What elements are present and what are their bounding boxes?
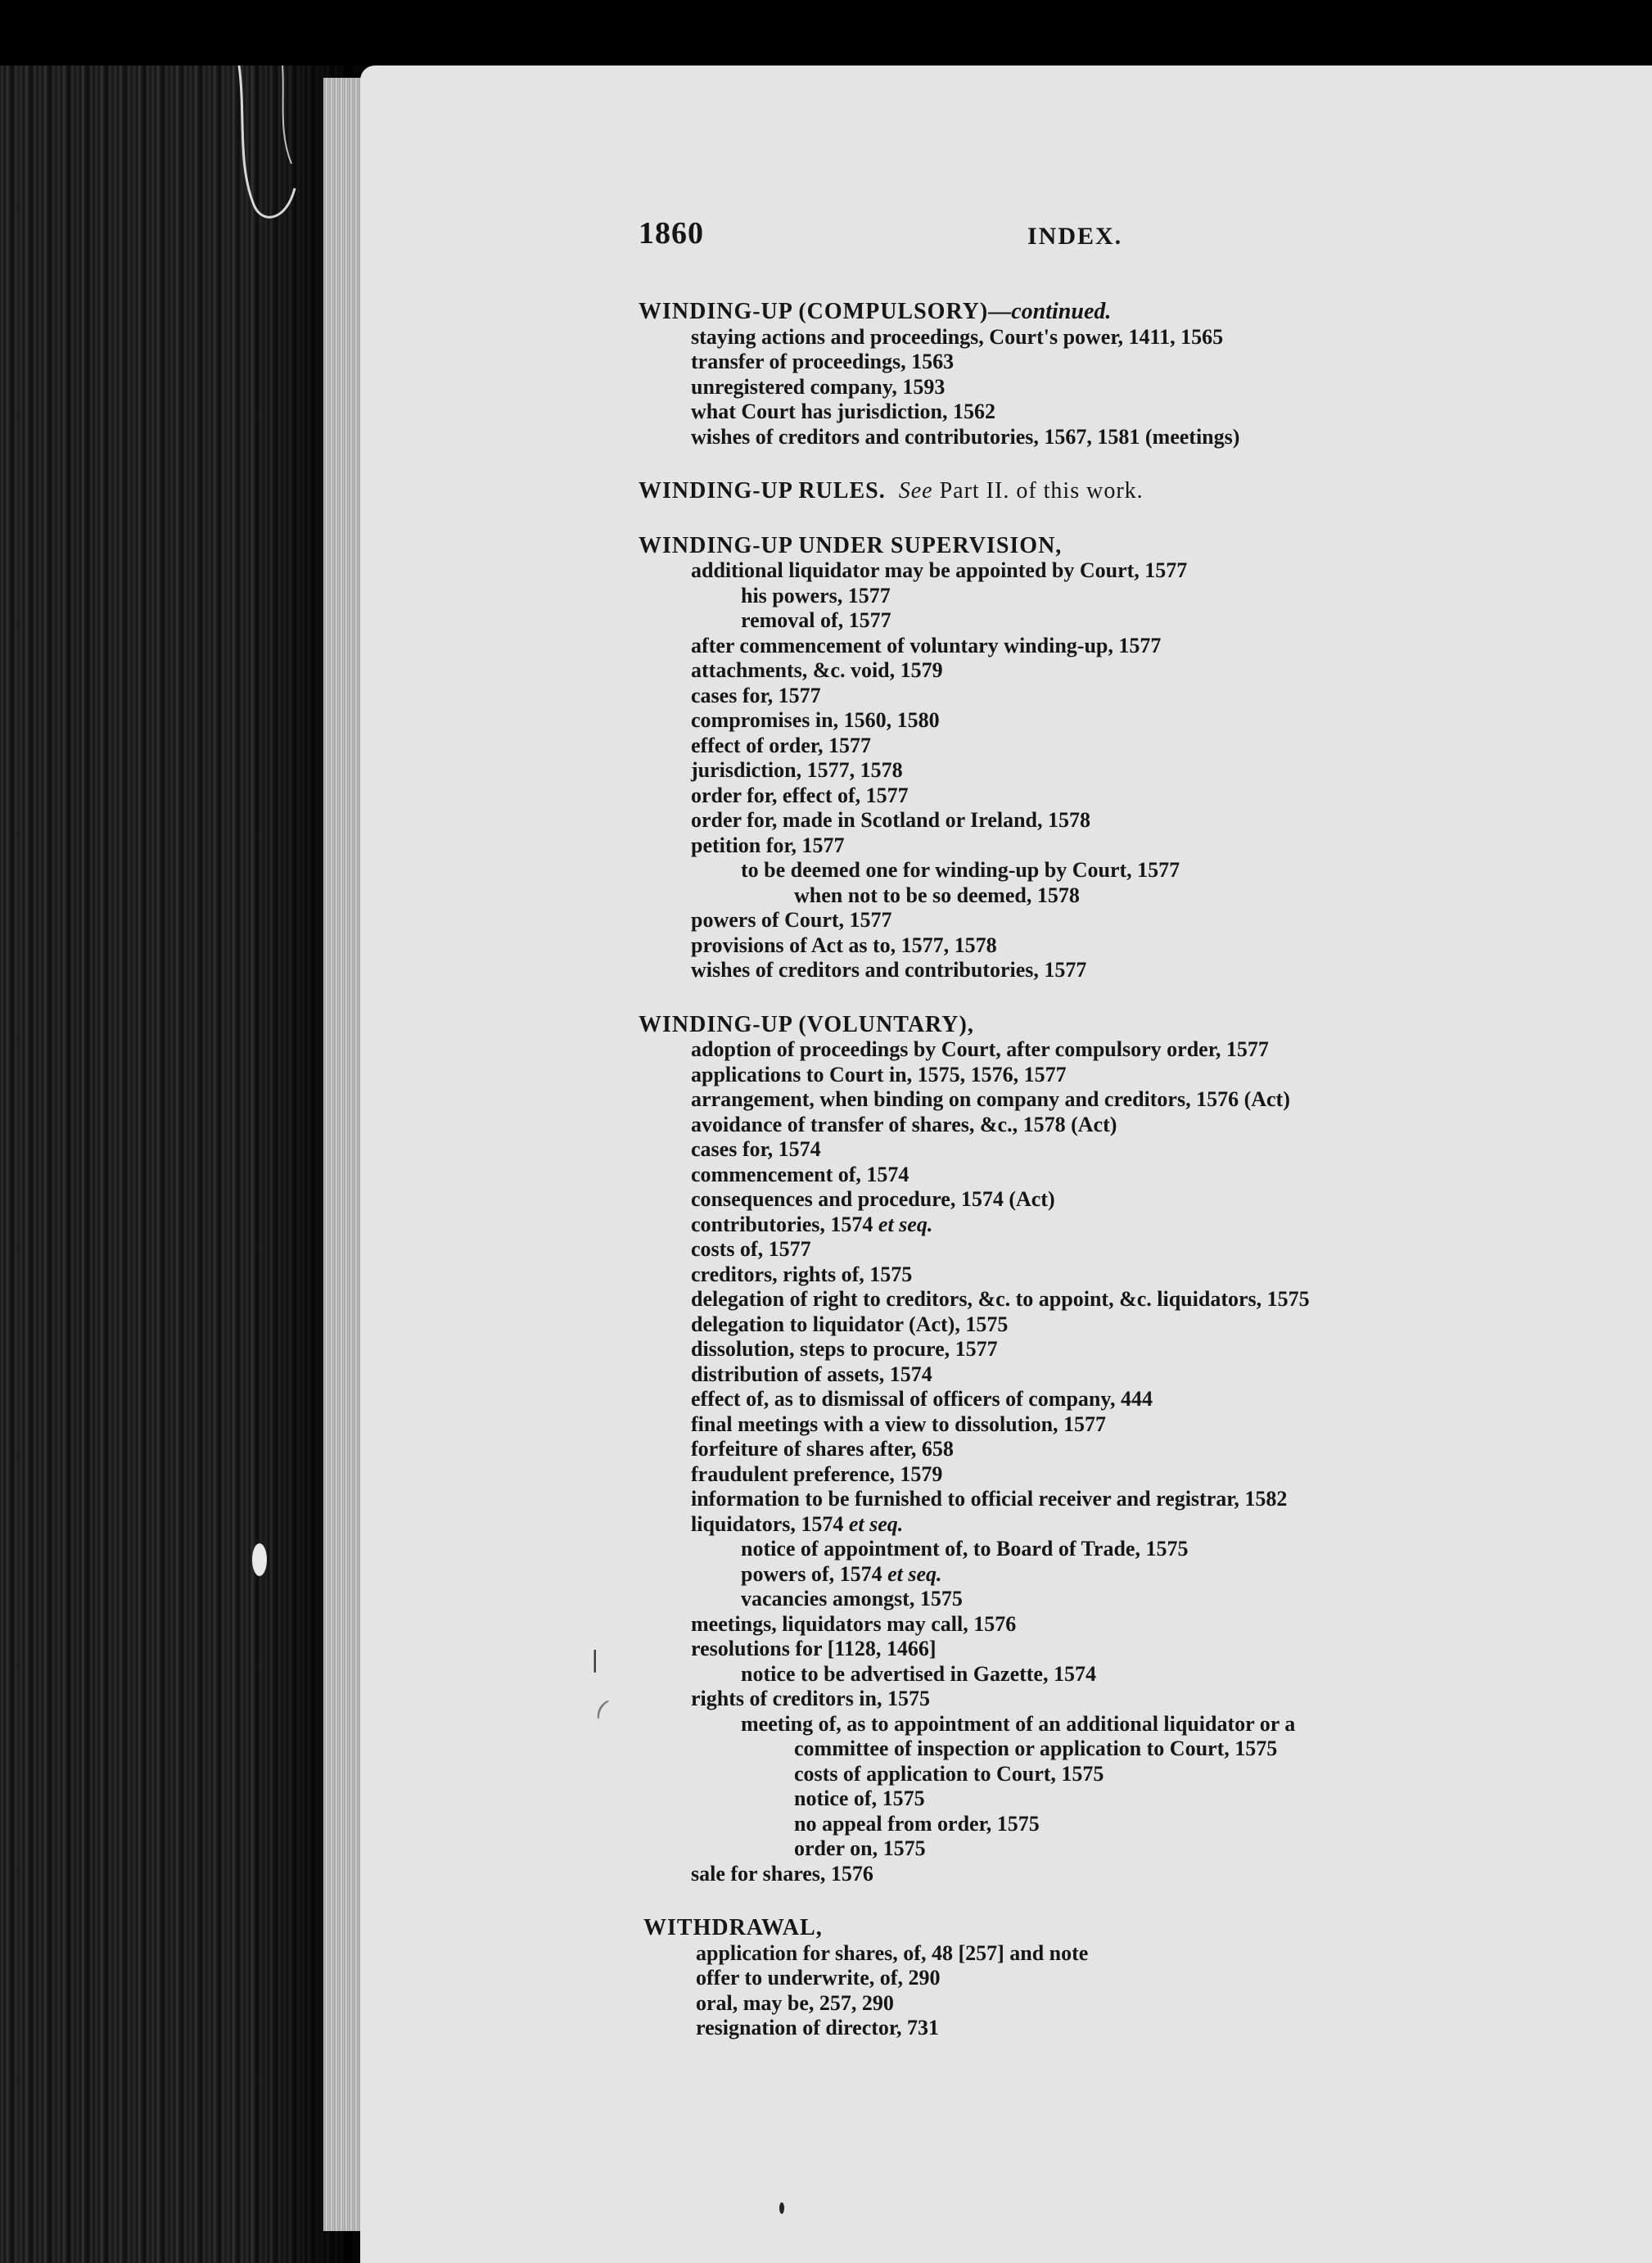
subentry: notice to be advertised in Gazette, 1574 xyxy=(741,1661,1096,1686)
subentry: no appeal from order, 1575 xyxy=(794,1811,1040,1836)
subentry: costs of, 1577 xyxy=(691,1237,811,1261)
subentry: to be deemed one for winding-up by Court, 1577 xyxy=(741,858,1180,882)
index-entry-winding-up-voluntary xyxy=(639,1013,1621,1887)
page-header xyxy=(639,216,1621,270)
subentry: transfer of proceedings, 1563 xyxy=(691,350,955,373)
heading-text: WINDING-UP (COMPULSORY) xyxy=(639,299,989,324)
subentry: offer to underwrite, of, 290 xyxy=(696,1966,941,1990)
subentry: notice of, 1575 xyxy=(794,1786,925,1810)
index-text xyxy=(639,216,1621,2041)
subentry: meeting of, as to appointment of an additional liquidator or a xyxy=(741,1711,1296,1736)
index-entry-winding-up-compulsory xyxy=(639,300,1621,449)
subentry: arrangement, when binding on company and creditors, 1576 (Act) xyxy=(691,1087,1290,1111)
subentry: avoidance of transfer of shares, &c., 1578 (Act) xyxy=(691,1112,1117,1136)
entry-heading xyxy=(639,479,1621,504)
subentry: after commencement of voluntary winding-up, 1577 xyxy=(691,633,1162,657)
subentry: dissolution, steps to procure, 1577 xyxy=(691,1337,998,1361)
subentry: order for, effect of, 1577 xyxy=(691,783,909,807)
subentry: distribution of assets, 1574 xyxy=(691,1362,932,1386)
subentry: provisions of Act as to, 1577, 1578 xyxy=(691,933,997,957)
subentry: consequences and procedure, 1574 (Act) xyxy=(691,1187,1055,1211)
spine-highlight xyxy=(252,1543,267,1576)
margin-pencil-mark: | xyxy=(591,1646,599,1673)
subentry: sale for shares, 1576 xyxy=(691,1861,873,1886)
subentry: unregistered company, 1593 xyxy=(691,374,946,399)
subentry: final meetings with a view to dissolution, 1577 xyxy=(691,1412,1107,1436)
subentry: vacancies amongst, 1575 xyxy=(741,1587,963,1610)
subentry: oral, may be, 257, 290 xyxy=(696,1990,894,2015)
et-seq: et seq. xyxy=(848,1511,904,1536)
subentry: resignation of director, 731 xyxy=(696,2016,940,2039)
subentry: adoption of proceedings by Court, after compulsory order, 1577 xyxy=(691,1037,1269,1061)
subentry: forfeiture of shares after, 658 xyxy=(691,1437,954,1461)
subentry: rights of creditors in, 1575 xyxy=(691,1687,930,1710)
margin-pencil-mark: ( xyxy=(591,1694,613,1723)
see-reference-word: See xyxy=(898,478,933,504)
scan-top-border xyxy=(0,0,1652,65)
entry-heading xyxy=(639,300,1621,325)
index-entry-winding-up-under-supervision xyxy=(639,534,1621,983)
subentry: wishes of creditors and contributories, 1567, 1581 (meetings) xyxy=(691,424,1240,449)
subentry: petition for, 1577 xyxy=(691,833,845,857)
subentry: effect of, as to dismissal of officers of company, 444 xyxy=(691,1387,1153,1411)
subentry: information to be furnished to official receiver and registrar, 1582 xyxy=(691,1487,1288,1511)
subentry: delegation of right to creditors, &c. to appoint, &c. liquidators, 1575 xyxy=(691,1287,1310,1311)
running-head: INDEX. xyxy=(1027,223,1123,250)
subentry: what Court has jurisdiction, 1562 xyxy=(691,400,995,423)
subentry: costs of application to Court, 1575 xyxy=(794,1761,1104,1786)
et-seq: et seq. xyxy=(887,1561,942,1586)
subentry xyxy=(639,1562,1621,1588)
subentry: fraudulent preference, 1579 xyxy=(691,1461,943,1486)
subentry: jurisdiction, 1577, 1578 xyxy=(691,758,903,782)
index-entry-winding-up-rules xyxy=(639,479,1621,504)
subentry: creditors, rights of, 1575 xyxy=(691,1262,913,1286)
subentry: wishes of creditors and contributories, 1577 xyxy=(691,958,1087,982)
subentry: cases for, 1574 xyxy=(691,1137,821,1161)
heading-text: WINDING-UP RULES. xyxy=(639,478,886,504)
subentry xyxy=(639,1512,1621,1538)
entry-heading: WINDING-UP UNDER SUPERVISION, xyxy=(639,532,1063,558)
subentry: additional liquidator may be appointed by Court, 1577 xyxy=(691,558,1188,582)
subentry: staying actions and proceedings, Court's power, 1411, 1565 xyxy=(691,324,1224,349)
subentry-text: contributories, 1574 xyxy=(691,1212,873,1236)
subentry xyxy=(639,1213,1621,1238)
subentry: notice of appointment of, to Board of Trade, 1575 xyxy=(741,1537,1189,1561)
subentry: order for, made in Scotland or Ireland, 1578 xyxy=(691,808,1091,832)
subentry: effect of order, 1577 xyxy=(691,733,871,757)
subentry: order on, 1575 xyxy=(794,1836,926,1860)
subentry: powers of Court, 1577 xyxy=(691,908,892,932)
heading-continued: —continued. xyxy=(988,299,1112,324)
subentry: cases for, 1577 xyxy=(691,683,821,707)
subentry-text: powers of, 1574 xyxy=(741,1561,882,1586)
subentry: removal of, 1577 xyxy=(741,608,891,632)
bookmark-thread xyxy=(237,65,303,229)
entry-heading: WINDING-UP (VOLUNTARY), xyxy=(639,1011,974,1037)
subentry: meetings, liquidators may call, 1576 xyxy=(691,1611,1017,1636)
subentry-text: liquidators, 1574 xyxy=(691,1511,844,1536)
et-seq: et seq. xyxy=(878,1212,933,1236)
subentry: commencement of, 1574 xyxy=(691,1162,910,1186)
index-entry-withdrawal xyxy=(639,1916,1621,2041)
see-reference-target: Part II. of this work. xyxy=(939,478,1144,504)
subentry: when not to be so deemed, 1578 xyxy=(794,883,1080,907)
subentry: delegation to liquidator (Act), 1575 xyxy=(691,1312,1009,1336)
page-number: 1860 xyxy=(639,216,704,251)
subentry: attachments, &c. void, 1579 xyxy=(691,658,943,682)
subentry: application for shares, of, 48 [257] and note xyxy=(696,1940,1089,1965)
subentry: applications to Court in, 1575, 1576, 1577 xyxy=(691,1062,1067,1086)
subentry: committee of inspection or application to Court, 1575 xyxy=(794,1737,1278,1760)
subentry: compromises in, 1560, 1580 xyxy=(691,708,940,732)
page-speck xyxy=(779,2202,784,2214)
subentry: resolutions for [1128, 1466] xyxy=(691,1637,937,1660)
subentry: his powers, 1577 xyxy=(741,583,891,608)
page-edges xyxy=(323,78,364,2231)
entry-heading: WITHDRAWAL, xyxy=(643,1915,823,1940)
index-page xyxy=(360,65,1652,2263)
